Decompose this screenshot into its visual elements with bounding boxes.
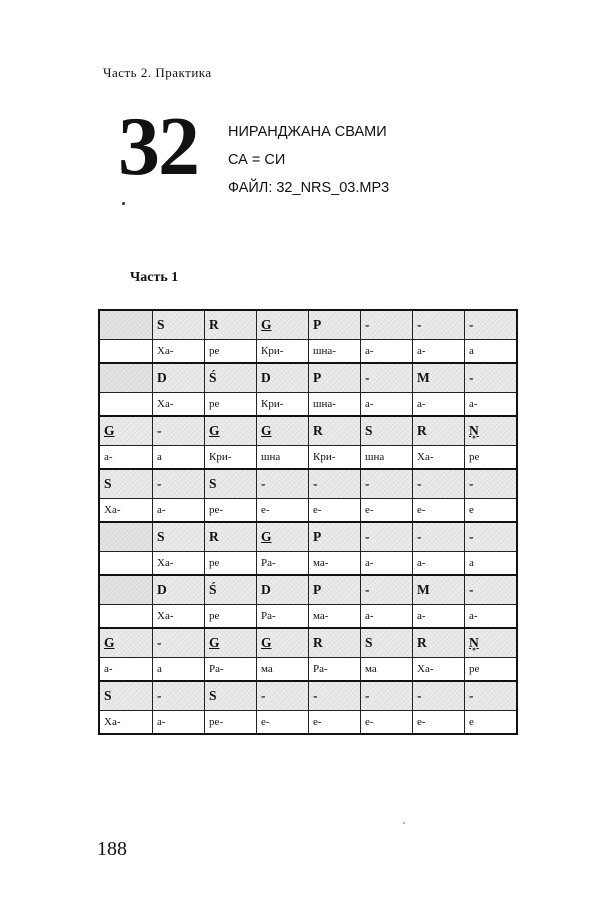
lyrics-row	[99, 499, 517, 523]
note-cell: P	[309, 522, 361, 552]
lyric-cell: ре-	[205, 499, 257, 523]
note-cell: -	[153, 628, 205, 658]
lyric-cell: Кри-	[257, 393, 309, 417]
note-cell: N̥	[465, 416, 518, 446]
note-cell: M	[413, 575, 465, 605]
note-cell: R	[413, 416, 465, 446]
lyrics-row	[99, 552, 517, 576]
lyrics-row	[99, 340, 517, 364]
note-cell: S	[361, 628, 413, 658]
lyric-cell: е	[465, 499, 518, 523]
notation-table	[98, 309, 518, 735]
lyric-cell: ре	[205, 605, 257, 629]
note-cell	[99, 310, 153, 340]
lyric-cell: Ра-	[309, 658, 361, 682]
note-cell: -	[257, 681, 309, 711]
notes-row	[99, 575, 517, 605]
note-cell: -	[361, 522, 413, 552]
note-cell: -	[309, 469, 361, 499]
note-cell: -	[361, 681, 413, 711]
note-cell: G	[205, 416, 257, 446]
lyric-cell: Ра-	[257, 605, 309, 629]
notes-row	[99, 522, 517, 552]
lyric-cell: е	[465, 711, 518, 735]
note-cell: N̥	[465, 628, 518, 658]
lyric-cell: е-	[309, 711, 361, 735]
notes-row	[99, 310, 517, 340]
notes-row	[99, 628, 517, 658]
lyric-cell: ре	[205, 552, 257, 576]
notes-row	[99, 416, 517, 446]
lyric-cell	[99, 393, 153, 417]
lyrics-row	[99, 658, 517, 682]
note-cell: S	[99, 681, 153, 711]
note-cell: M	[413, 363, 465, 393]
lyric-cell: а-	[153, 711, 205, 735]
lyric-cell: е-	[413, 711, 465, 735]
note-cell: -	[413, 469, 465, 499]
note-cell: -	[413, 522, 465, 552]
note-cell	[99, 522, 153, 552]
lyric-cell: Кри-	[257, 340, 309, 364]
lyric-cell: ре	[465, 658, 518, 682]
lyric-cell: Ха-	[153, 552, 205, 576]
note-cell: P	[309, 363, 361, 393]
lyric-cell: а-	[413, 393, 465, 417]
lyric-cell: Ха-	[99, 711, 153, 735]
lyric-cell: Ха-	[153, 605, 205, 629]
note-cell: R	[205, 522, 257, 552]
lyric-cell: Ха-	[413, 446, 465, 470]
notes-row	[99, 363, 517, 393]
note-cell: -	[413, 310, 465, 340]
note-cell: S	[205, 681, 257, 711]
lyric-cell: а-	[361, 605, 413, 629]
lyrics-row	[99, 605, 517, 629]
lyric-cell: Ра-	[205, 658, 257, 682]
lyrics-row	[99, 393, 517, 417]
lyric-cell: е-	[413, 499, 465, 523]
lyric-cell: е-	[361, 711, 413, 735]
print-speck	[122, 202, 125, 205]
note-cell: R	[309, 416, 361, 446]
notes-row	[99, 681, 517, 711]
note-cell	[99, 575, 153, 605]
note-cell: R	[205, 310, 257, 340]
track-file: ФАЙЛ: 32_NRS_03.MP3	[228, 180, 390, 196]
note-cell: -	[465, 363, 518, 393]
lyric-cell: Ра-	[257, 552, 309, 576]
lyric-cell: ре	[205, 393, 257, 417]
notation-table-body	[99, 310, 517, 734]
note-cell: S	[153, 522, 205, 552]
lyric-cell: а-	[413, 552, 465, 576]
lyric-cell: ма	[361, 658, 413, 682]
lyrics-row	[99, 711, 517, 735]
lyric-cell: Кри-	[309, 446, 361, 470]
lyric-cell: а	[465, 340, 518, 364]
lyric-cell: а	[153, 446, 205, 470]
note-cell	[99, 363, 153, 393]
page-number: 188	[97, 838, 127, 860]
note-cell: D	[153, 575, 205, 605]
lyric-cell: а-	[99, 658, 153, 682]
lyric-cell: е-	[361, 499, 413, 523]
note-cell: -	[153, 681, 205, 711]
note-cell: G	[99, 416, 153, 446]
note-cell: P	[309, 310, 361, 340]
lyric-cell: а	[465, 552, 518, 576]
lyric-cell: Ха-	[153, 340, 205, 364]
note-cell: -	[465, 310, 518, 340]
note-cell: D	[257, 363, 309, 393]
track-number: 32	[118, 100, 198, 193]
note-cell: -	[465, 522, 518, 552]
note-cell: D	[153, 363, 205, 393]
lyric-cell: ре	[465, 446, 518, 470]
lyric-cell: шна	[257, 446, 309, 470]
note-cell: -	[257, 469, 309, 499]
note-cell: -	[361, 575, 413, 605]
notes-row	[99, 469, 517, 499]
lyric-cell: а-	[361, 340, 413, 364]
note-cell: -	[361, 363, 413, 393]
note-cell: G	[257, 416, 309, 446]
note-cell: S	[361, 416, 413, 446]
lyric-cell: а-	[99, 446, 153, 470]
note-cell: -	[153, 416, 205, 446]
note-cell: Ś	[205, 363, 257, 393]
note-cell: -	[413, 681, 465, 711]
lyric-cell: ма-	[309, 552, 361, 576]
note-cell: G	[99, 628, 153, 658]
lyric-cell: а-	[361, 393, 413, 417]
lyric-cell	[99, 605, 153, 629]
lyric-cell: е-	[257, 499, 309, 523]
note-cell: -	[361, 310, 413, 340]
print-speck	[403, 822, 405, 824]
lyric-cell	[99, 340, 153, 364]
track-key: СА = СИ	[228, 152, 286, 168]
note-cell: S	[99, 469, 153, 499]
note-cell: P	[309, 575, 361, 605]
lyric-cell: а-	[413, 605, 465, 629]
note-cell: G	[257, 310, 309, 340]
section-title: Часть 1	[130, 270, 179, 285]
lyric-cell: а-	[153, 499, 205, 523]
lyric-cell: Ха-	[413, 658, 465, 682]
note-cell: R	[413, 628, 465, 658]
note-cell: Ś	[205, 575, 257, 605]
lyric-cell	[99, 552, 153, 576]
lyric-cell: шна-	[309, 393, 361, 417]
note-cell: D	[257, 575, 309, 605]
lyric-cell: Ха-	[153, 393, 205, 417]
lyric-cell: ре-	[205, 711, 257, 735]
note-cell: -	[153, 469, 205, 499]
lyric-cell: а-	[465, 393, 518, 417]
lyric-cell: а-	[465, 605, 518, 629]
lyric-cell: е-	[257, 711, 309, 735]
track-title: НИРАНДЖАНА СВАМИ	[228, 124, 387, 140]
lyric-cell: а-	[413, 340, 465, 364]
note-cell: R	[309, 628, 361, 658]
lyric-cell: Кри-	[205, 446, 257, 470]
note-cell: -	[465, 681, 518, 711]
lyric-cell: ма-	[309, 605, 361, 629]
note-cell: G	[205, 628, 257, 658]
note-cell: G	[257, 522, 309, 552]
note-cell: -	[309, 681, 361, 711]
lyrics-row	[99, 446, 517, 470]
lyric-cell: шна-	[309, 340, 361, 364]
note-cell: -	[465, 469, 518, 499]
note-cell: S	[153, 310, 205, 340]
lyric-cell: а	[153, 658, 205, 682]
lyric-cell: ма	[257, 658, 309, 682]
running-header: Часть 2. Практика	[103, 65, 212, 80]
lyric-cell: шна	[361, 446, 413, 470]
note-cell: G	[257, 628, 309, 658]
lyric-cell: ре	[205, 340, 257, 364]
lyric-cell: Ха-	[99, 499, 153, 523]
note-cell: -	[361, 469, 413, 499]
lyric-cell: а-	[361, 552, 413, 576]
note-cell: S	[205, 469, 257, 499]
note-cell: -	[465, 575, 518, 605]
lyric-cell: е-	[309, 499, 361, 523]
track-info	[228, 118, 389, 202]
